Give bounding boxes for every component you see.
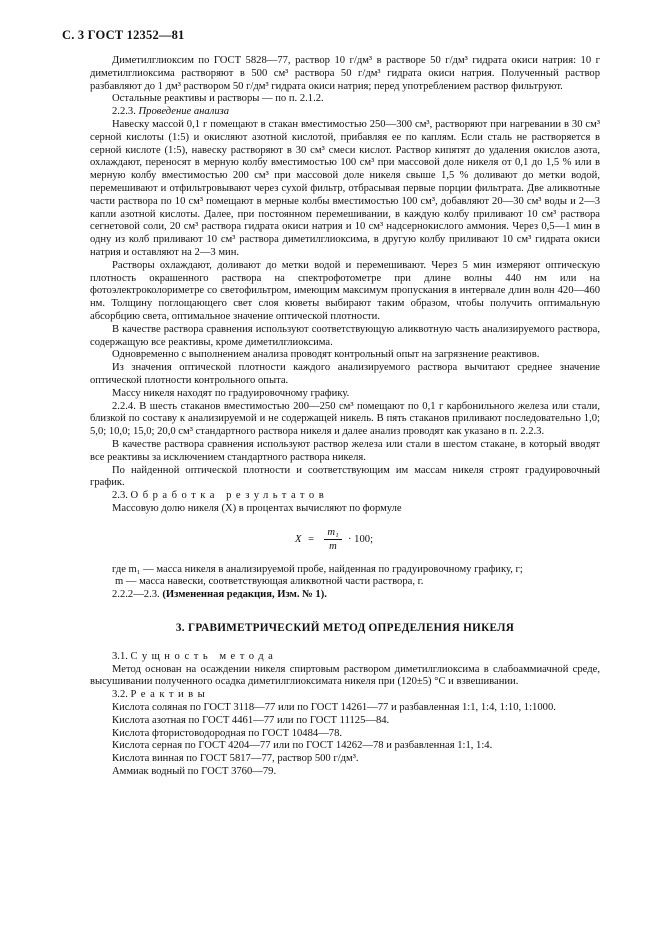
subsection-title: Проведение анализа — [138, 106, 230, 118]
subsection-title: Реактивы — [130, 689, 210, 701]
page-header: С. 3 ГОСТ 12352—81 — [62, 28, 185, 42]
paragraph-measurement: Растворы охлаждают, доливают до метки водой и перемешивают. Через 5 мин измеряют оптическую плотность окрашенного раствора на спектрофотометре при длине волны 440 нм или на фотоэлектроколориметре со светофильтром, имеющим максимум пропускания в интервале длин волн 420—460 нм. Толщину поглощающего свет слоя кюветы выбирают таким образом, чтобы получить оптимальную абсорбцию света, оптимальное значение оптической плотности. — [90, 259, 600, 322]
amendment-text: (Измененная редакция, Изм. № 1). — [162, 589, 327, 601]
paragraph-control-test: Одновременно с выполнением анализа проводят контрольный опыт на загрязнение реактивов. — [112, 349, 540, 361]
reagent-item: Кислота винная по ГОСТ 5817—77, раствор 500 г/дм³. — [112, 753, 359, 765]
subsection-title: Обработка результатов — [130, 490, 329, 502]
formula-where-m1: где m₁ — масса никеля в анализируемой пробе, найденная по градуировочному графику, г; — [112, 563, 523, 575]
formula-multiplier: · 100; — [348, 533, 374, 545]
formula-denominator: m — [329, 540, 337, 552]
subsection-heading-essence — [90, 651, 600, 664]
subsection-number: 2.2.3. — [112, 106, 136, 118]
paragraph-dimethylglyoxime: Диметилглиоксим по ГОСТ 5828—77, раствор 10 г/дм³ в растворе 50 г/дм³ гидрата окиси натрия: 10 г диметилглиоксима растворяют в 500 см³ раствора 50 г/дм³ гидрата окиси натрия. Полученный раствор разбавляют до 1 дм³ раствором 50 г/дм³ гидрата окиси натрия; перед употреблением раствор фильтруют. — [90, 55, 600, 92]
paragraph-calibration: 2.2.4. В шесть стаканов вместимостью 200—250 см³ помещают по 0,1 г карбонильного железа или стали, близкой по составу к анализируемой и не содержащей никель. В пять стаканов приливают последовательно 1,0; 5,0; 10,0; 15,0; 20,0 см³ стандартного раствора никеля и далее анализ проводят как указано в п. 2.2.3. — [90, 400, 600, 438]
reagent-item: Кислота фтористоводородная по ГОСТ 10484—78. — [112, 727, 343, 739]
paragraph-procedure: Навеску массой 0,1 г помещают в стакан вместимостью 250—300 см³, растворяют при нагревании в 30 см³ серной кислоты (1:5) и окисляют азотной кислотой, прибавляя ее по каплям. Если сталь не растворяется в серной кислоте (1:5), навеску растворяют в 30 см³ смеси кислот. Раствор кипятят до удаления окислов азота, охлаждают, переносят в мерную колбу вместимостью 100 см³ при массовой доле никеля от 0,1 до 1,5 % или в мерную колбу вместимостью 200 см³ при массовой доле никеля свыше 1,5 % доливают до метки водой, перемешивают и отфильтровывают через сухой фильтр, отбрасывая первые порции фильтрата. Две аликвотные части раствора по 10 см³ помещают в мерные колбы вместимостью 100 см³, добавляют 20—30 см³ воды и 2—3 капли азотной кислоты. Далее, при постоянном перемешивании, в каждую колбу приливают 10 см³ раствора сегнетовой соли, 20 см³ раствора гидрата окиси натрия и 10 см³ надсернокислого аммония. Через 0,5—1 мин в одну из колб приливают 10 см³ раствора диметилглиоксима, в другую колбу приливают 10 см³ гидрата окиси натрия и оставляют на 2—3 мин. — [90, 118, 600, 258]
reagent-item: Кислота соляная по ГОСТ 3118—77 или по ГОСТ 14261—77 и разбавленная 1:1, 1:4, 1:10, 1:1000. — [112, 702, 556, 714]
document-body — [90, 55, 600, 779]
subsection-heading-reagents — [90, 689, 600, 702]
formula-numerator: m₁ — [324, 526, 342, 540]
formula — [90, 526, 600, 556]
paragraph-other-reagents: Остальные реактивы и растворы — по п. 2.1.2. — [112, 93, 324, 105]
reagent-item: Аммиак водный по ГОСТ 3760—79. — [112, 766, 277, 778]
paragraph-formula-intro: Массовую долю никеля (X) в процентах вычисляют по формуле — [112, 502, 402, 514]
amendment-number: 2.2.2—2.3. — [112, 589, 160, 601]
reagent-item: Кислота серная по ГОСТ 4204—77 или по ГОСТ 14262—78 и разбавленная 1:1, 1:4. — [112, 740, 493, 752]
paragraph-calibration-reference: В качестве раствора сравнения используют раствор железа или стали в шестом стакане, в который вводят все реактивы за исключением стандартного раствора никеля. — [90, 438, 600, 463]
paragraph-calibration-graph: По найденной оптической плотности и соответствующим им массам никеля строят градуировочный график. — [90, 464, 600, 489]
paragraph-reference-solution: В качестве раствора сравнения используют соответствующую аликвотную часть анализируемого раствора, содержащую все реактивы, кроме диметилглиоксима. — [90, 323, 600, 348]
paragraph-nickel-mass: Массу никеля находят по градуировочному графику. — [112, 387, 350, 399]
paragraph-subtract: Из значения оптической плотности каждого анализируемого раствора вычитают среднее значение оптической плотности контрольного опыта. — [90, 362, 600, 386]
subsection-heading-analysis — [90, 106, 600, 119]
formula-equals: = — [308, 533, 314, 545]
subsection-number: 3.2. — [112, 689, 128, 701]
subsection-number: 3.1. — [112, 650, 128, 662]
formula-fraction — [324, 526, 342, 553]
formula-lhs: X — [295, 533, 302, 545]
paragraph-method-essence: Метод основан на осаждении никеля спиртовым раствором диметилглиоксима в слабоаммиачной среде, высушивании полученного осадка диметилглиоксимата никеля при (120±5) °С и взвешивании. — [90, 663, 600, 688]
subsection-number: 2.3. — [112, 490, 128, 502]
amendment-note — [90, 589, 600, 602]
formula-where-m: m — масса навески, соответствующая аликвотной части раствора, г. — [115, 576, 424, 588]
subsection-title: Сущность метода — [130, 650, 278, 662]
section-title: 3. ГРАВИМЕТРИЧЕСКИЙ МЕТОД ОПРЕДЕЛЕНИЯ НИКЕЛЯ — [175, 622, 515, 635]
subsection-heading-results — [90, 490, 600, 503]
reagent-item: Кислота азотная по ГОСТ 4461—77 или по ГОСТ 11125—84. — [112, 714, 390, 726]
